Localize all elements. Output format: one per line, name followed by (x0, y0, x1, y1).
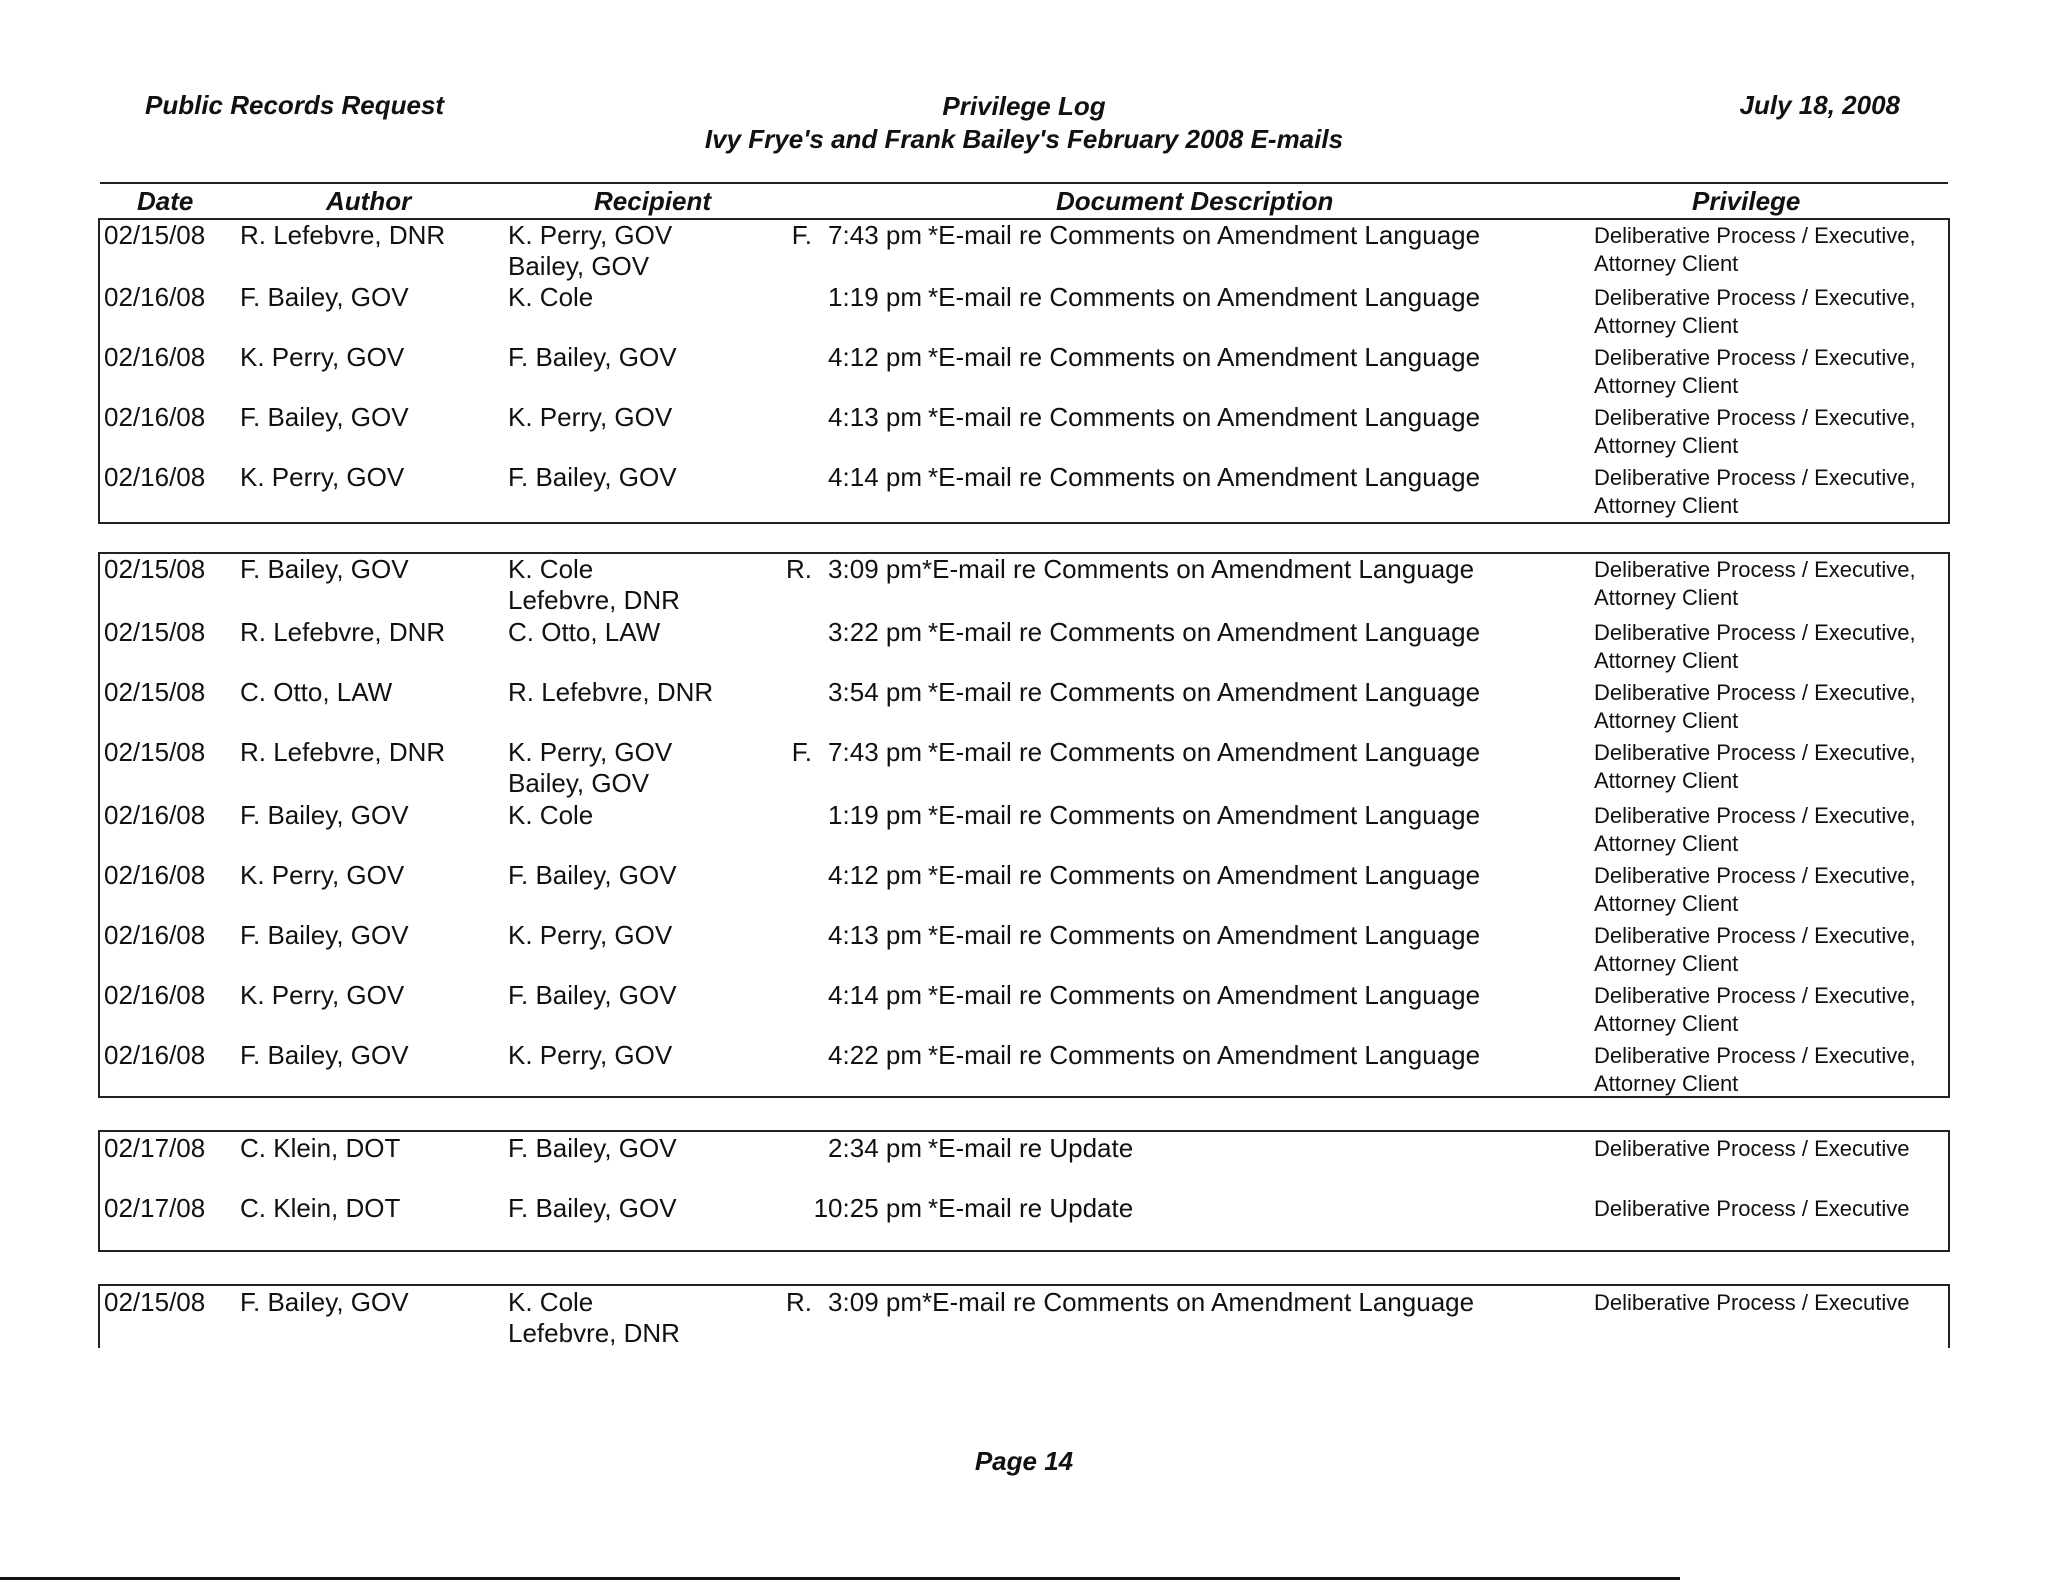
row-privilege: Deliberative Process / Executive, Attorney Client (1594, 740, 1916, 793)
row-recipient: F. Bailey, GOV (508, 342, 677, 372)
row-author: R. Lefebvre, DNR (240, 617, 446, 647)
row-date: 02/16/08 (104, 342, 206, 372)
row-description: *E-mail re Comments on Amendment Language (928, 282, 1481, 312)
row-time: 3:09 pm (828, 1287, 922, 1317)
row-recipient: F. Bailey, GOV (508, 860, 677, 890)
row-privilege: Deliberative Process / Executive, Attorney Client (1594, 557, 1916, 610)
row-description: *E-mail re Comments on Amendment Language (928, 617, 1481, 647)
row-recipient: F. Bailey, GOV (508, 462, 677, 492)
row-date: 02/16/08 (104, 980, 206, 1010)
row-privilege: Deliberative Process / Executive, Attorney Client (1594, 1043, 1916, 1096)
row-recipient: K. Cole (508, 282, 594, 312)
row-recipient: K. Perry, GOV (508, 1040, 673, 1070)
row-author: F. Bailey, GOV (240, 402, 409, 432)
row-author: F. Bailey, GOV (240, 800, 409, 830)
header-left-title: Public Records Request (145, 90, 445, 120)
row-time: 3:54 pm (828, 677, 922, 707)
row-desc-prefix: R. (786, 554, 812, 584)
document-subtitle: Ivy Frye's and Frank Bailey's February 2008 E-mails (704, 124, 1344, 154)
document-title: Privilege Log (942, 91, 1106, 121)
row-privilege: Deliberative Process / Executive, Attorney Client (1594, 620, 1916, 673)
row-description: *E-mail re Comments on Amendment Language (928, 342, 1481, 372)
row-date: 02/15/08 (104, 554, 206, 584)
row-date: 02/15/08 (104, 677, 206, 707)
column-header-author: Author (326, 186, 412, 216)
row-time: 3:09 pm (828, 554, 922, 584)
row-description: *E-mail re Comments on Amendment Language (928, 1040, 1481, 1070)
row-time: 1:19 pm (828, 800, 922, 830)
row-date: 02/15/08 (104, 1287, 206, 1317)
row-author: R. Lefebvre, DNR (240, 737, 446, 767)
log-section-2 (98, 552, 1950, 1098)
row-time: 7:43 pm (828, 220, 922, 250)
row-date: 02/15/08 (104, 737, 206, 767)
row-description: *E-mail re Comments on Amendment Language (928, 220, 1481, 250)
row-description: *E-mail re Comments on Amendment Language (928, 462, 1481, 492)
row-recipient: K. Cole Lefebvre, DNR (508, 554, 680, 615)
row-date: 02/16/08 (104, 402, 206, 432)
row-privilege: Deliberative Process / Executive, Attorney Client (1594, 803, 1916, 856)
row-time: 4:14 pm (828, 462, 922, 492)
row-time: 3:22 pm (828, 617, 922, 647)
row-description: *E-mail re Update (928, 1133, 1134, 1163)
column-header-description: Document Description (1056, 186, 1334, 216)
row-description: *E-mail re Comments on Amendment Language (922, 554, 1475, 584)
row-privilege: Deliberative Process / Executive, Attorney Client (1594, 923, 1916, 976)
row-date: 02/16/08 (104, 282, 206, 312)
row-time: 7:43 pm (828, 737, 922, 767)
row-date: 02/16/08 (104, 800, 206, 830)
row-desc-prefix: F. (791, 220, 812, 250)
row-time: 4:13 pm (828, 920, 922, 950)
log-section-3 (98, 1130, 1950, 1252)
row-privilege: Deliberative Process / Executive, Attorney Client (1594, 405, 1916, 458)
row-recipient: K. Perry, GOV Bailey, GOV (508, 737, 673, 798)
row-date: 02/16/08 (104, 860, 206, 890)
row-recipient: K. Perry, GOV (508, 920, 673, 950)
row-date: 02/16/08 (104, 462, 206, 492)
row-recipient: F. Bailey, GOV (508, 1193, 677, 1223)
row-time: 4:12 pm (828, 342, 922, 372)
row-description: *E-mail re Comments on Amendment Language (922, 1287, 1475, 1317)
row-privilege: Deliberative Process / Executive, Attorney Client (1594, 223, 1916, 276)
row-desc-prefix: F. (791, 737, 812, 767)
row-recipient: K. Perry, GOV Bailey, GOV (508, 220, 673, 281)
row-time: 4:22 pm (828, 1040, 922, 1070)
row-privilege: Deliberative Process / Executive (1594, 1196, 1910, 1221)
row-author: F. Bailey, GOV (240, 554, 409, 584)
row-description: *E-mail re Comments on Amendment Language (928, 920, 1481, 950)
row-author: C. Otto, LAW (240, 677, 393, 707)
row-desc-prefix: R. (786, 1287, 812, 1317)
scan-bottom-rule (0, 1577, 1680, 1580)
column-header-rule (100, 182, 1948, 184)
row-privilege: Deliberative Process / Executive, Attorney Client (1594, 345, 1916, 398)
row-author: F. Bailey, GOV (240, 920, 409, 950)
row-privilege: Deliberative Process / Executive, Attorney Client (1594, 465, 1916, 518)
page-number: Page 14 (974, 1446, 1074, 1476)
row-description: *E-mail re Comments on Amendment Language (928, 980, 1481, 1010)
row-privilege: Deliberative Process / Executive, Attorney Client (1594, 863, 1916, 916)
row-date: 02/15/08 (104, 220, 206, 250)
row-author: C. Klein, DOT (240, 1133, 401, 1163)
row-recipient: K. Cole (508, 800, 594, 830)
row-description: *E-mail re Comments on Amendment Language (928, 800, 1481, 830)
row-author: K. Perry, GOV (240, 980, 405, 1010)
row-description: *E-mail re Comments on Amendment Language (928, 737, 1481, 767)
row-recipient: R. Lefebvre, DNR (508, 677, 714, 707)
header-date: July 18, 2008 (1739, 90, 1900, 120)
row-date: 02/17/08 (104, 1133, 206, 1163)
row-author: F. Bailey, GOV (240, 1040, 409, 1070)
row-time: 10:25 pm (813, 1193, 922, 1223)
log-section-4 (98, 1284, 1950, 1348)
row-date: 02/16/08 (104, 920, 206, 950)
row-description: *E-mail re Update (928, 1193, 1134, 1223)
row-privilege: Deliberative Process / Executive, Attorney Client (1594, 680, 1916, 733)
row-date: 02/17/08 (104, 1193, 206, 1223)
row-recipient: K. Perry, GOV (508, 402, 673, 432)
row-description: *E-mail re Comments on Amendment Language (928, 402, 1481, 432)
row-privilege: Deliberative Process / Executive, Attorney Client (1594, 285, 1916, 338)
row-author: C. Klein, DOT (240, 1193, 401, 1223)
column-header-privilege: Privilege (1692, 186, 1801, 216)
row-recipient: F. Bailey, GOV (508, 980, 677, 1010)
row-recipient: C. Otto, LAW (508, 617, 661, 647)
row-recipient: F. Bailey, GOV (508, 1133, 677, 1163)
row-description: *E-mail re Comments on Amendment Language (928, 677, 1481, 707)
column-header-date: Date (137, 186, 194, 216)
row-time: 4:12 pm (828, 860, 922, 890)
row-privilege: Deliberative Process / Executive (1594, 1136, 1910, 1161)
row-time: 1:19 pm (828, 282, 922, 312)
log-section-1 (98, 218, 1950, 524)
row-date: 02/16/08 (104, 1040, 206, 1070)
row-privilege: Deliberative Process / Executive (1594, 1290, 1910, 1315)
column-header-recipient: Recipient (594, 186, 712, 216)
row-time: 2:34 pm (828, 1133, 922, 1163)
row-description: *E-mail re Comments on Amendment Language (928, 860, 1481, 890)
row-time: 4:13 pm (828, 402, 922, 432)
row-privilege: Deliberative Process / Executive, Attorney Client (1594, 983, 1916, 1036)
row-time: 4:14 pm (828, 980, 922, 1010)
row-recipient: K. Cole Lefebvre, DNR (508, 1287, 680, 1348)
row-author: F. Bailey, GOV (240, 282, 409, 312)
row-author: F. Bailey, GOV (240, 1287, 409, 1317)
row-author: R. Lefebvre, DNR (240, 220, 446, 250)
row-author: K. Perry, GOV (240, 860, 405, 890)
row-author: K. Perry, GOV (240, 342, 405, 372)
row-date: 02/15/08 (104, 617, 206, 647)
row-author: K. Perry, GOV (240, 462, 405, 492)
